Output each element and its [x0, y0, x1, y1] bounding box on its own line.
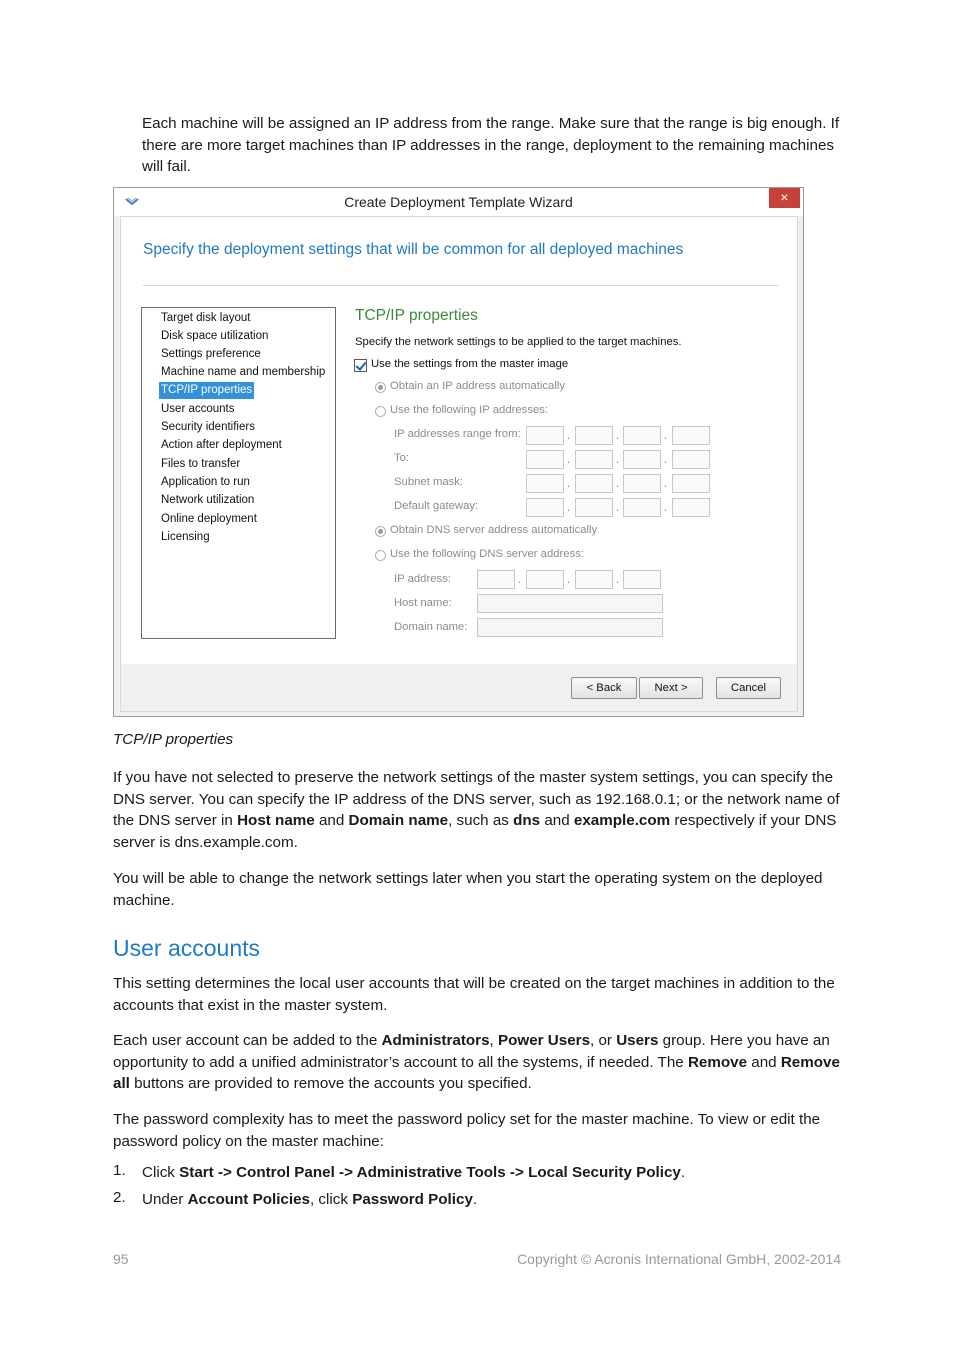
nav-item-files-to-transfer[interactable]: Files to transfer: [161, 458, 241, 470]
subnet-mask-octet-4[interactable]: [672, 474, 710, 493]
octet-separator: .: [664, 478, 668, 490]
subnet-mask-octet-2[interactable]: [575, 474, 613, 493]
domain-name-field[interactable]: [477, 618, 663, 637]
subnet-mask-octet-1[interactable]: [526, 474, 564, 493]
wizard-heading: Specify the deployment settings that will be common for all deployed machines: [143, 241, 684, 258]
nav-item-application-to-run[interactable]: Application to run: [161, 476, 250, 488]
intro-paragraph: Each machine will be assigned an IP address from the range. Make sure that the range is big enough. If there are more target machines than IP addresses in the range, deployment to the remaining machines will fail.: [142, 115, 840, 176]
octet-separator: .: [616, 502, 620, 514]
dns-ip-octet-2[interactable]: [526, 570, 564, 589]
dns-ip-octet-1[interactable]: [477, 570, 515, 589]
heading-divider: [143, 285, 779, 286]
dialog-titlebar: [114, 188, 803, 216]
default-gateway-octet-1[interactable]: [526, 498, 564, 517]
cancel-button[interactable]: Cancel: [716, 677, 781, 699]
wizard-nav-list: [141, 307, 336, 639]
octet-separator: .: [664, 454, 668, 466]
nav-item-security-identifiers[interactable]: Security identifiers: [161, 421, 255, 433]
dns-paragraph: If you have not selected to preserve the network settings of the master system settings, you can specify the DNS server. You can specify the IP address of the DNS server, such as 192.168.0.1; or the network name of the DNS server in Host name and Domain name, such as dns and example.com respectively if your DNS server is dns.example.com.: [113, 769, 840, 851]
ip-range-to-label: To:: [394, 452, 410, 464]
subnet-mask-octet-3[interactable]: [623, 474, 661, 493]
subnet-mask-label: Subnet mask:: [394, 476, 464, 488]
groups-paragraph: Each user account can be added to the Administrators, Power Users, or Users group. Here you have an opportunity to add a unified administrator’s account to all the systems, if needed. The Remove and Remove all buttons are provided to remove the accounts you specified.: [113, 1032, 840, 1093]
host-name-label: Host name:: [394, 597, 452, 609]
dns-ip-address-label: IP address:: [394, 573, 451, 585]
ip-range-from-octet-1[interactable]: [526, 426, 564, 445]
use-following-ip-radio[interactable]: [375, 406, 386, 417]
dialog-client-area: [120, 216, 798, 712]
password-paragraph: The password complexity has to meet the password policy set for the master machine. To view or edit the password policy on the master machine:: [113, 1111, 821, 1150]
nav-item-tcpip-properties[interactable]: TCP/IP properties: [159, 382, 254, 399]
nav-item-target-disk-layout[interactable]: Target disk layout: [161, 312, 251, 324]
default-gateway-label: Default gateway:: [394, 500, 479, 512]
octet-separator: .: [518, 574, 522, 586]
ip-range-to-octet-1[interactable]: [526, 450, 564, 469]
octet-separator: .: [567, 478, 571, 490]
wizard-dialog: [113, 187, 804, 717]
octet-separator: .: [567, 430, 571, 442]
ip-range-from-octet-3[interactable]: [623, 426, 661, 445]
ip-range-to-octet-4[interactable]: [672, 450, 710, 469]
use-master-settings-checkbox[interactable]: [354, 359, 367, 372]
close-button[interactable]: ×: [769, 188, 800, 208]
change-settings-paragraph: You will be able to change the network settings later when you start the operating system on the deployed machine.: [113, 870, 823, 909]
obtain-dns-auto-radio[interactable]: [375, 526, 386, 537]
nav-item-online-deployment[interactable]: Online deployment: [161, 513, 257, 525]
use-following-ip-label: Use the following IP addresses:: [390, 404, 549, 416]
octet-separator: .: [567, 502, 571, 514]
figure-caption: TCP/IP properties: [113, 731, 234, 748]
nav-item-network-utilization[interactable]: Network utilization: [161, 494, 255, 506]
octet-separator: .: [664, 430, 668, 442]
ip-range-from-octet-2[interactable]: [575, 426, 613, 445]
nav-item-disk-space-utilization[interactable]: Disk space utilization: [161, 330, 269, 342]
octet-separator: .: [567, 574, 571, 586]
octet-separator: .: [616, 454, 620, 466]
default-gateway-octet-2[interactable]: [575, 498, 613, 517]
step-number: 2.: [113, 1189, 126, 1206]
ip-range-from-octet-4[interactable]: [672, 426, 710, 445]
nav-item-machine-name[interactable]: Machine name and membership: [161, 366, 326, 378]
use-following-dns-radio[interactable]: [375, 550, 386, 561]
next-button[interactable]: Next >: [639, 677, 703, 699]
octet-separator: .: [664, 502, 668, 514]
section-description: Specify the network settings to be applied to the target machines.: [355, 336, 682, 348]
use-master-settings-label: Use the settings from the master image: [371, 358, 569, 370]
copyright-notice: Copyright © Acronis International GmbH, 2002-2014: [517, 1251, 841, 1267]
nav-item-user-accounts[interactable]: User accounts: [161, 403, 235, 415]
section-title: TCP/IP properties: [355, 307, 478, 324]
dns-ip-octet-4[interactable]: [623, 570, 661, 589]
obtain-dns-auto-label: Obtain DNS server address automatically: [390, 524, 598, 536]
ip-range-from-label: IP addresses range from:: [394, 428, 521, 440]
ip-range-to-octet-3[interactable]: [623, 450, 661, 469]
section-heading-user-accounts: User accounts: [113, 935, 261, 961]
nav-item-settings-preference[interactable]: Settings preference: [161, 348, 261, 360]
default-gateway-octet-3[interactable]: [623, 498, 661, 517]
octet-separator: .: [616, 430, 620, 442]
octet-separator: .: [616, 478, 620, 490]
default-gateway-octet-4[interactable]: [672, 498, 710, 517]
obtain-ip-auto-radio[interactable]: [375, 382, 386, 393]
octet-separator: .: [616, 574, 620, 586]
dns-ip-octet-3[interactable]: [575, 570, 613, 589]
host-name-field[interactable]: [477, 594, 663, 613]
ip-range-to-octet-2[interactable]: [575, 450, 613, 469]
dialog-title: Create Deployment Template Wizard: [344, 194, 573, 210]
step-number: 1.: [113, 1162, 126, 1179]
nav-item-action-after-deployment[interactable]: Action after deployment: [161, 439, 282, 451]
use-following-dns-label: Use the following DNS server address:: [390, 548, 585, 560]
page-number: 95: [113, 1251, 129, 1267]
nav-item-licensing[interactable]: Licensing: [161, 531, 210, 543]
obtain-ip-auto-label: Obtain an IP address automatically: [390, 380, 565, 392]
octet-separator: .: [567, 454, 571, 466]
back-button[interactable]: < Back: [571, 677, 637, 699]
domain-name-label: Domain name:: [394, 621, 468, 633]
step-1-text: Click Start -> Control Panel -> Administrative Tools -> Local Security Policy.: [142, 1164, 686, 1181]
step-2-text: Under Account Policies, click Password Policy.: [142, 1191, 478, 1208]
user-accounts-paragraph: This setting determines the local user accounts that will be created on the target machines in addition to the accounts that exist in the master system.: [113, 975, 835, 1014]
